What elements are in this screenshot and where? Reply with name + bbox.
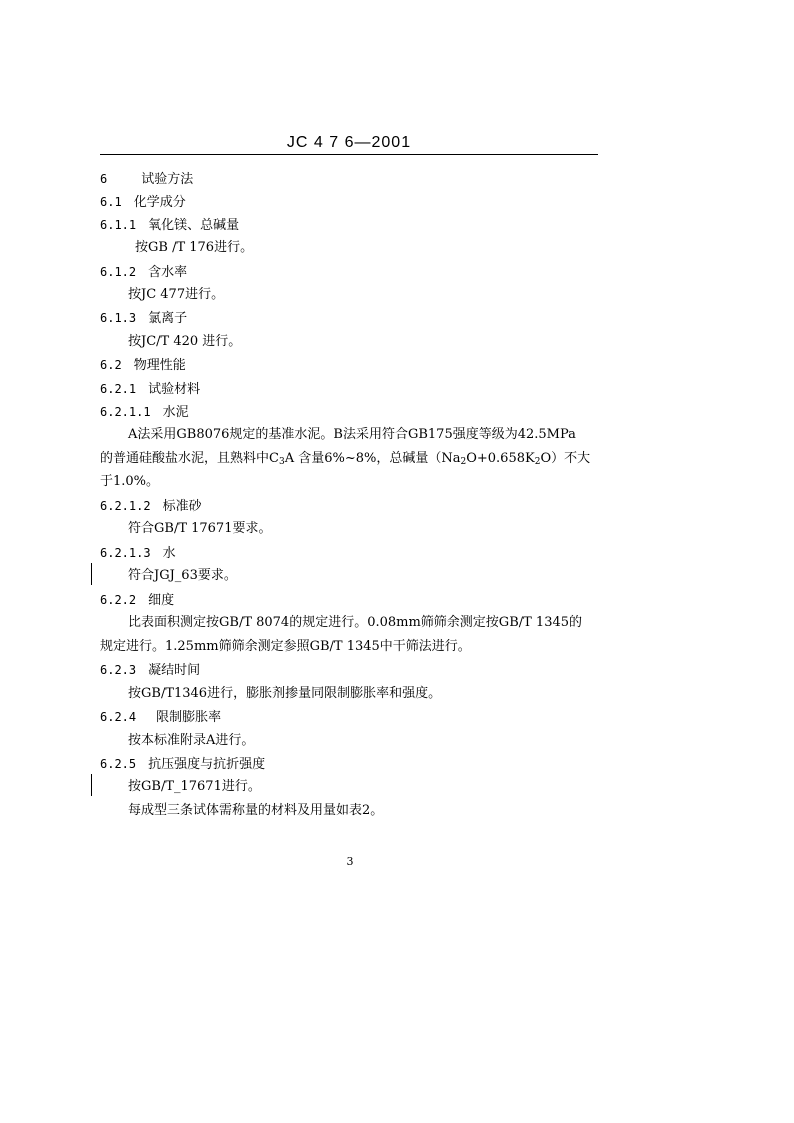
heading-6-2 — [100, 357, 186, 374]
revision-change-bar — [91, 774, 92, 796]
subscript: 2 — [534, 457, 541, 467]
section-number: 6 — [100, 172, 108, 186]
section-title: 试验方法 — [141, 172, 194, 187]
text-run: O）不大 — [540, 451, 591, 466]
heading-6-1-1 — [100, 217, 239, 234]
subscript: 3 — [278, 457, 285, 467]
section-number: 6.1.2 — [100, 265, 137, 279]
section-title: 氧化镁、总碱量 — [148, 218, 240, 233]
section-title: 限制膨胀率 — [156, 710, 222, 725]
paragraph-6-2-1-1-line2 — [100, 451, 590, 470]
paragraph-6-2-5: 按GB/T_17671进行。 — [128, 779, 261, 794]
heading-6-2-4 — [100, 709, 221, 726]
subscript: 2 — [460, 457, 467, 467]
paragraph-6-1-2: 按JC 477进行。 — [128, 287, 225, 302]
section-number: 6.2.5 — [100, 757, 137, 771]
paragraph-6-2-4: 按本标准附录A进行。 — [128, 733, 255, 748]
section-title: 水 — [162, 546, 176, 561]
section-title: 抗压强度与抗折强度 — [148, 757, 266, 772]
heading-6-2-1-2 — [100, 498, 202, 515]
section-number: 6.2.1.1 — [100, 405, 151, 419]
paragraph-6-2-5-table-ref: 每成型三条试体需称量的材料及用量如表2。 — [128, 803, 384, 818]
heading-6-2-5 — [100, 756, 265, 773]
section-number: 6.2 — [100, 358, 122, 372]
section-number: 6.2.4 — [100, 710, 137, 724]
section-number: 6.2.3 — [100, 663, 137, 677]
section-title: 水泥 — [162, 405, 189, 420]
heading-6-2-2 — [100, 592, 174, 609]
paragraph-6-2-1-1-line3: 于1.0%。 — [100, 474, 160, 489]
section-number: 6.1.1 — [100, 218, 137, 232]
section-title: 试验材料 — [148, 382, 201, 397]
heading-6-1-3 — [100, 310, 187, 327]
heading-6-2-3 — [100, 662, 200, 679]
section-title: 凝结时间 — [148, 663, 201, 678]
heading-6 — [100, 171, 193, 188]
paragraph-6-2-3: 按GB/T1346进行，膨胀剂掺量同限制膨胀率和强度。 — [128, 686, 442, 701]
section-number: 6.2.1.2 — [100, 499, 151, 513]
section-title: 含水率 — [148, 265, 188, 280]
heading-6-1-2 — [100, 264, 187, 281]
text-run: A 含量6%~8%，总碱量（Na — [284, 451, 461, 466]
section-title: 标准砂 — [162, 499, 202, 514]
section-number: 6.2.2 — [100, 593, 137, 607]
section-title: 氯离子 — [148, 311, 188, 326]
paragraph-6-2-2-line1: 比表面积测定按GB/T 8074的规定进行。0.08mm筛筛余测定按GB/T 1345的 — [128, 615, 583, 630]
section-number: 6.2.1.3 — [100, 546, 151, 560]
paragraph-6-2-1-3: 符合JGJ_63要求。 — [128, 568, 237, 583]
paragraph-6-2-1-1-line1: A法采用GB8076规定的基准水泥。B法采用符合GB175强度等级为42.5MPa — [128, 427, 576, 442]
paragraph-6-1-1: 按GB /T 176进行。 — [135, 240, 254, 255]
section-title: 化学成分 — [133, 195, 186, 210]
header-rule — [100, 154, 598, 155]
heading-6-1 — [100, 194, 186, 211]
text-run: 的普通硅酸盐水泥，且熟料中C — [100, 451, 279, 466]
section-number: 6.1.3 — [100, 311, 137, 325]
paragraph-6-2-2-line2: 规定进行。1.25mm筛筛余测定参照GB/T 1345中干筛法进行。 — [100, 639, 471, 654]
section-title: 物理性能 — [133, 358, 186, 373]
revision-change-bar — [91, 563, 92, 585]
heading-6-2-1-3 — [100, 545, 176, 562]
heading-6-2-1 — [100, 381, 200, 398]
section-number: 6.1 — [100, 195, 122, 209]
paragraph-6-2-1-2: 符合GB/T 17671要求。 — [128, 521, 272, 536]
page-header-standard-number: JC 4 7 6—2001 — [286, 134, 412, 151]
heading-6-2-1-1 — [100, 404, 189, 421]
section-number: 6.2.1 — [100, 382, 137, 396]
text-run: O+0.658K — [466, 451, 535, 466]
section-title: 细度 — [148, 593, 175, 608]
page-number: 3 — [346, 855, 354, 868]
paragraph-6-1-3: 按JC/T 420 进行。 — [128, 334, 242, 349]
